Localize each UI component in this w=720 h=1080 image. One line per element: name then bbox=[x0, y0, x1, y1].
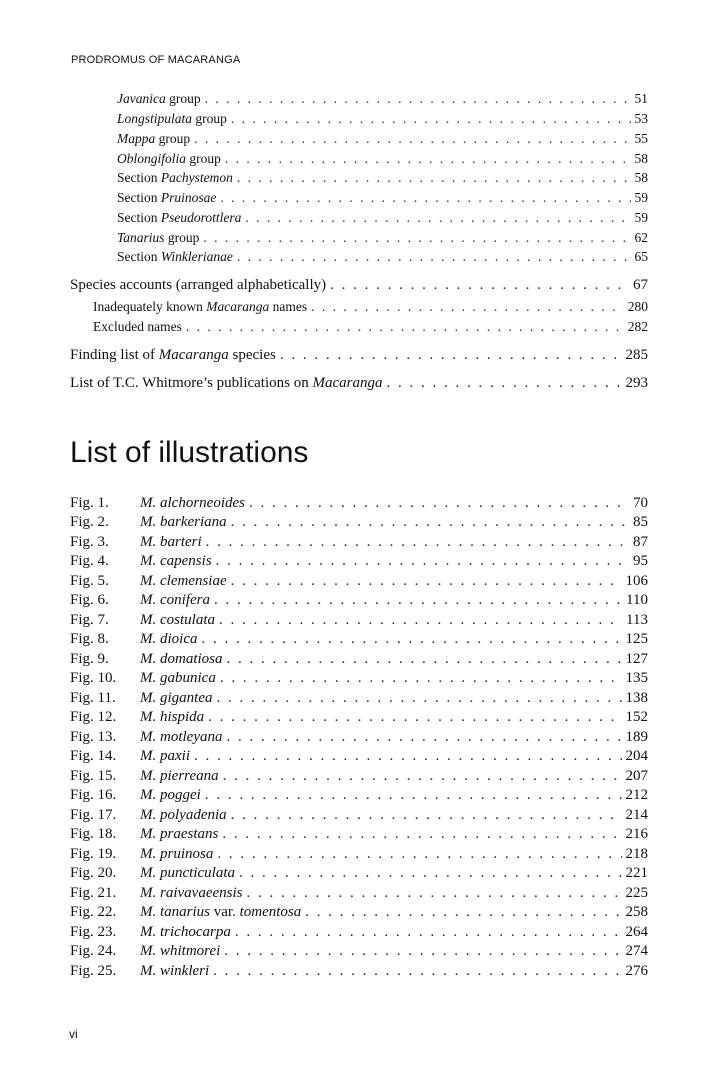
figure-page: 70 bbox=[633, 495, 648, 511]
figure-entry bbox=[70, 553, 648, 570]
figure-entry bbox=[70, 846, 648, 863]
toc-entry-name: Pruinosae bbox=[160, 190, 217, 205]
toc-entry-page: 58 bbox=[634, 151, 648, 166]
toc-entry-suffix: group bbox=[164, 230, 200, 245]
figure-number: Fig. 25. bbox=[70, 963, 117, 979]
figure-page: 204 bbox=[625, 748, 648, 764]
figure-name: M. poggei bbox=[140, 787, 201, 803]
toc-entry-prefix: Section bbox=[117, 190, 161, 205]
figure-number: Fig. 4. bbox=[70, 553, 109, 569]
toc-entry-page: 53 bbox=[634, 111, 648, 126]
figure-entry bbox=[70, 631, 648, 648]
toc-entry-suffix: group bbox=[186, 151, 221, 166]
toc-entry-page: 62 bbox=[634, 230, 648, 245]
figure-name: M. hispida bbox=[140, 709, 205, 725]
figure-name: M. costulata bbox=[140, 612, 215, 628]
figure-number: Fig. 16. bbox=[70, 787, 117, 803]
figure-page: 106 bbox=[625, 573, 648, 589]
figure-entry bbox=[70, 534, 648, 551]
figure-page: 127 bbox=[625, 651, 648, 667]
figure-number: Fig. 5. bbox=[70, 573, 109, 589]
toc-entry-name: Longstipulata bbox=[117, 111, 193, 126]
figure-name-variety: tomentosa bbox=[239, 904, 302, 920]
figure-page: 264 bbox=[625, 924, 648, 940]
figure-number: Fig. 18. bbox=[70, 826, 117, 842]
figure-entry bbox=[70, 904, 648, 921]
figure-name: M. whitmorei bbox=[140, 943, 221, 959]
figure-entry bbox=[70, 943, 648, 960]
figure-entry bbox=[70, 573, 648, 590]
toc-entry-name: Macaranga bbox=[312, 375, 383, 391]
figure-page: 189 bbox=[625, 729, 648, 745]
figure-entry bbox=[70, 885, 648, 902]
figure-name: M. trichocarpa bbox=[140, 924, 231, 940]
figure-page: 221 bbox=[625, 865, 648, 881]
toc-entry-suffix: names bbox=[269, 299, 308, 314]
figure-entry bbox=[70, 670, 648, 687]
figure-name: M. domatiosa bbox=[140, 651, 223, 667]
figure-number: Fig. 6. bbox=[70, 592, 109, 608]
figure-page: 135 bbox=[625, 670, 648, 686]
toc-entry-page: 59 bbox=[634, 210, 648, 225]
figure-entry bbox=[70, 651, 648, 668]
toc-entry-species-accounts bbox=[70, 277, 648, 294]
figure-page: 125 bbox=[625, 631, 648, 647]
figure-entry bbox=[70, 612, 648, 629]
toc-entry-name: Winklerianae bbox=[160, 249, 233, 264]
toc-entry-prefix: Finding list of bbox=[70, 347, 159, 363]
figure-page: 258 bbox=[625, 904, 648, 920]
figure-page: 207 bbox=[625, 768, 648, 784]
figure-name: M. conifera bbox=[140, 592, 210, 608]
toc-entry bbox=[117, 131, 648, 147]
toc-entry bbox=[117, 91, 648, 107]
toc-entry-name: Tanarius bbox=[117, 230, 165, 245]
toc-entry-finding-list bbox=[70, 347, 648, 364]
toc-entry bbox=[117, 170, 648, 186]
figure-number: Fig. 23. bbox=[70, 924, 117, 940]
toc-entry bbox=[117, 111, 648, 127]
running-head: PRODROMUS OF MACARANGA bbox=[71, 54, 241, 66]
figure-name: M. capensis bbox=[140, 553, 212, 569]
figure-entry bbox=[70, 807, 648, 824]
toc-entry-suffix: species bbox=[228, 347, 276, 363]
toc-entry-suffix: group bbox=[192, 111, 227, 126]
figure-page: 85 bbox=[633, 514, 648, 530]
figure-name: M. gabunica bbox=[140, 670, 216, 686]
figure-page: 218 bbox=[625, 846, 648, 862]
figure-name: M. motleyana bbox=[140, 729, 223, 745]
toc-entry bbox=[117, 210, 648, 226]
figure-number: Fig. 20. bbox=[70, 865, 117, 881]
toc-entry-page: 51 bbox=[634, 91, 648, 106]
figure-page: 138 bbox=[625, 690, 648, 706]
figure-page: 214 bbox=[625, 807, 648, 823]
figure-page: 274 bbox=[625, 943, 648, 959]
toc-entry-suffix: group bbox=[165, 91, 201, 106]
figure-name: M. clemensiae bbox=[140, 573, 227, 589]
toc-entry-page: 58 bbox=[634, 170, 648, 185]
figure-name: M. tanarius bbox=[140, 904, 211, 920]
figure-number: Fig. 17. bbox=[70, 807, 117, 823]
figure-page: 276 bbox=[625, 963, 648, 979]
figure-number: Fig. 10. bbox=[70, 670, 117, 686]
figure-name: M. polyadenia bbox=[140, 807, 227, 823]
figure-number: Fig. 11. bbox=[70, 690, 116, 706]
toc-entry-publications bbox=[70, 375, 648, 392]
figure-name: M. barteri bbox=[140, 534, 202, 550]
toc-entry-name: Oblongifolia bbox=[117, 151, 187, 166]
toc-entry-page: 59 bbox=[634, 190, 648, 205]
figure-page: 87 bbox=[633, 534, 648, 550]
toc-entry-page: 285 bbox=[625, 347, 648, 363]
figure-entry bbox=[70, 592, 648, 609]
figure-name: M. barkeriana bbox=[140, 514, 227, 530]
figure-name: M. winkleri bbox=[140, 963, 210, 979]
figure-name: M. pruinosa bbox=[140, 846, 214, 862]
page-number: vi bbox=[69, 1027, 78, 1041]
figure-entry bbox=[70, 690, 648, 707]
figure-entry bbox=[70, 709, 648, 726]
figure-entry bbox=[70, 924, 648, 941]
figure-number: Fig. 8. bbox=[70, 631, 109, 647]
toc-entry-label: Excluded names bbox=[93, 319, 182, 334]
figure-number: Fig. 12. bbox=[70, 709, 117, 725]
figure-name: M. raivavaeensis bbox=[140, 885, 243, 901]
toc-entry-prefix: Section bbox=[117, 170, 161, 185]
figure-number: Fig. 1. bbox=[70, 495, 109, 511]
toc-entry-prefix: List of T.C. Whitmore’s publications on bbox=[70, 375, 313, 391]
toc-entry bbox=[117, 249, 648, 265]
figure-page: 225 bbox=[625, 885, 648, 901]
toc-entry-page: 67 bbox=[633, 277, 648, 293]
figure-entry bbox=[70, 768, 648, 785]
figure-number: Fig. 14. bbox=[70, 748, 117, 764]
figure-number: Fig. 9. bbox=[70, 651, 109, 667]
figure-page: 216 bbox=[625, 826, 648, 842]
figure-name: M. dioica bbox=[140, 631, 198, 647]
toc-entry-prefix: Inadequately known bbox=[93, 299, 207, 314]
figure-entry bbox=[70, 865, 648, 882]
figure-entry bbox=[70, 514, 648, 531]
toc-entry-prefix: Section bbox=[117, 249, 161, 264]
toc-entry-suffix: group bbox=[155, 131, 191, 146]
figure-number: Fig. 21. bbox=[70, 885, 117, 901]
toc-entry-label: Species accounts (arranged alphabetically) bbox=[70, 277, 327, 293]
figure-name: M. praestans bbox=[140, 826, 219, 842]
toc-entry bbox=[117, 190, 648, 206]
toc-entry-excluded bbox=[93, 319, 648, 335]
figure-entry bbox=[70, 963, 648, 980]
toc-entry-name: Pachystemon bbox=[160, 170, 233, 185]
figure-number: Fig. 15. bbox=[70, 768, 117, 784]
figure-page: 95 bbox=[633, 553, 648, 569]
figure-name: M. paxii bbox=[140, 748, 190, 764]
toc-entry-page: 65 bbox=[634, 249, 648, 264]
section-heading: List of illustrations bbox=[70, 436, 309, 469]
figure-entry bbox=[70, 748, 648, 765]
figure-number: Fig. 2. bbox=[70, 514, 109, 530]
toc-entry-name: Macaranga bbox=[206, 299, 270, 314]
figure-entry bbox=[70, 787, 648, 804]
figure-name: M. gigantea bbox=[140, 690, 213, 706]
figure-number: Fig. 24. bbox=[70, 943, 117, 959]
toc-entry-page: 280 bbox=[627, 299, 648, 314]
figure-number: Fig. 19. bbox=[70, 846, 117, 862]
toc-entry-name: Mappa bbox=[117, 131, 156, 146]
figure-entry bbox=[70, 826, 648, 843]
figure-page: 110 bbox=[626, 592, 648, 608]
toc-entry-name: Javanica bbox=[117, 91, 166, 106]
toc-entry-name: Pseudorottlera bbox=[160, 210, 242, 225]
toc-entry-page: 55 bbox=[634, 131, 648, 146]
figure-number: Fig. 7. bbox=[70, 612, 109, 628]
figure-entry bbox=[70, 495, 648, 512]
figure-name-suffix: var. bbox=[210, 904, 240, 920]
figure-number: Fig. 13. bbox=[70, 729, 117, 745]
toc-entry-name: Macaranga bbox=[158, 347, 229, 363]
toc-entry-page: 282 bbox=[627, 319, 648, 334]
toc-entry-prefix: Section bbox=[117, 210, 161, 225]
figure-name: M. alchorneoides bbox=[140, 495, 245, 511]
figure-name: M. pierreana bbox=[140, 768, 219, 784]
figure-entry bbox=[70, 729, 648, 746]
figure-page: 113 bbox=[626, 612, 648, 628]
figure-name: M. puncticulata bbox=[140, 865, 235, 881]
figure-number: Fig. 22. bbox=[70, 904, 117, 920]
toc-entry bbox=[117, 230, 648, 246]
toc-entry bbox=[117, 151, 648, 167]
toc-entry-page: 293 bbox=[625, 375, 648, 391]
toc-entry-inadequately-known bbox=[93, 299, 648, 315]
figure-page: 152 bbox=[625, 709, 648, 725]
figure-number: Fig. 3. bbox=[70, 534, 109, 550]
figure-page: 212 bbox=[625, 787, 648, 803]
